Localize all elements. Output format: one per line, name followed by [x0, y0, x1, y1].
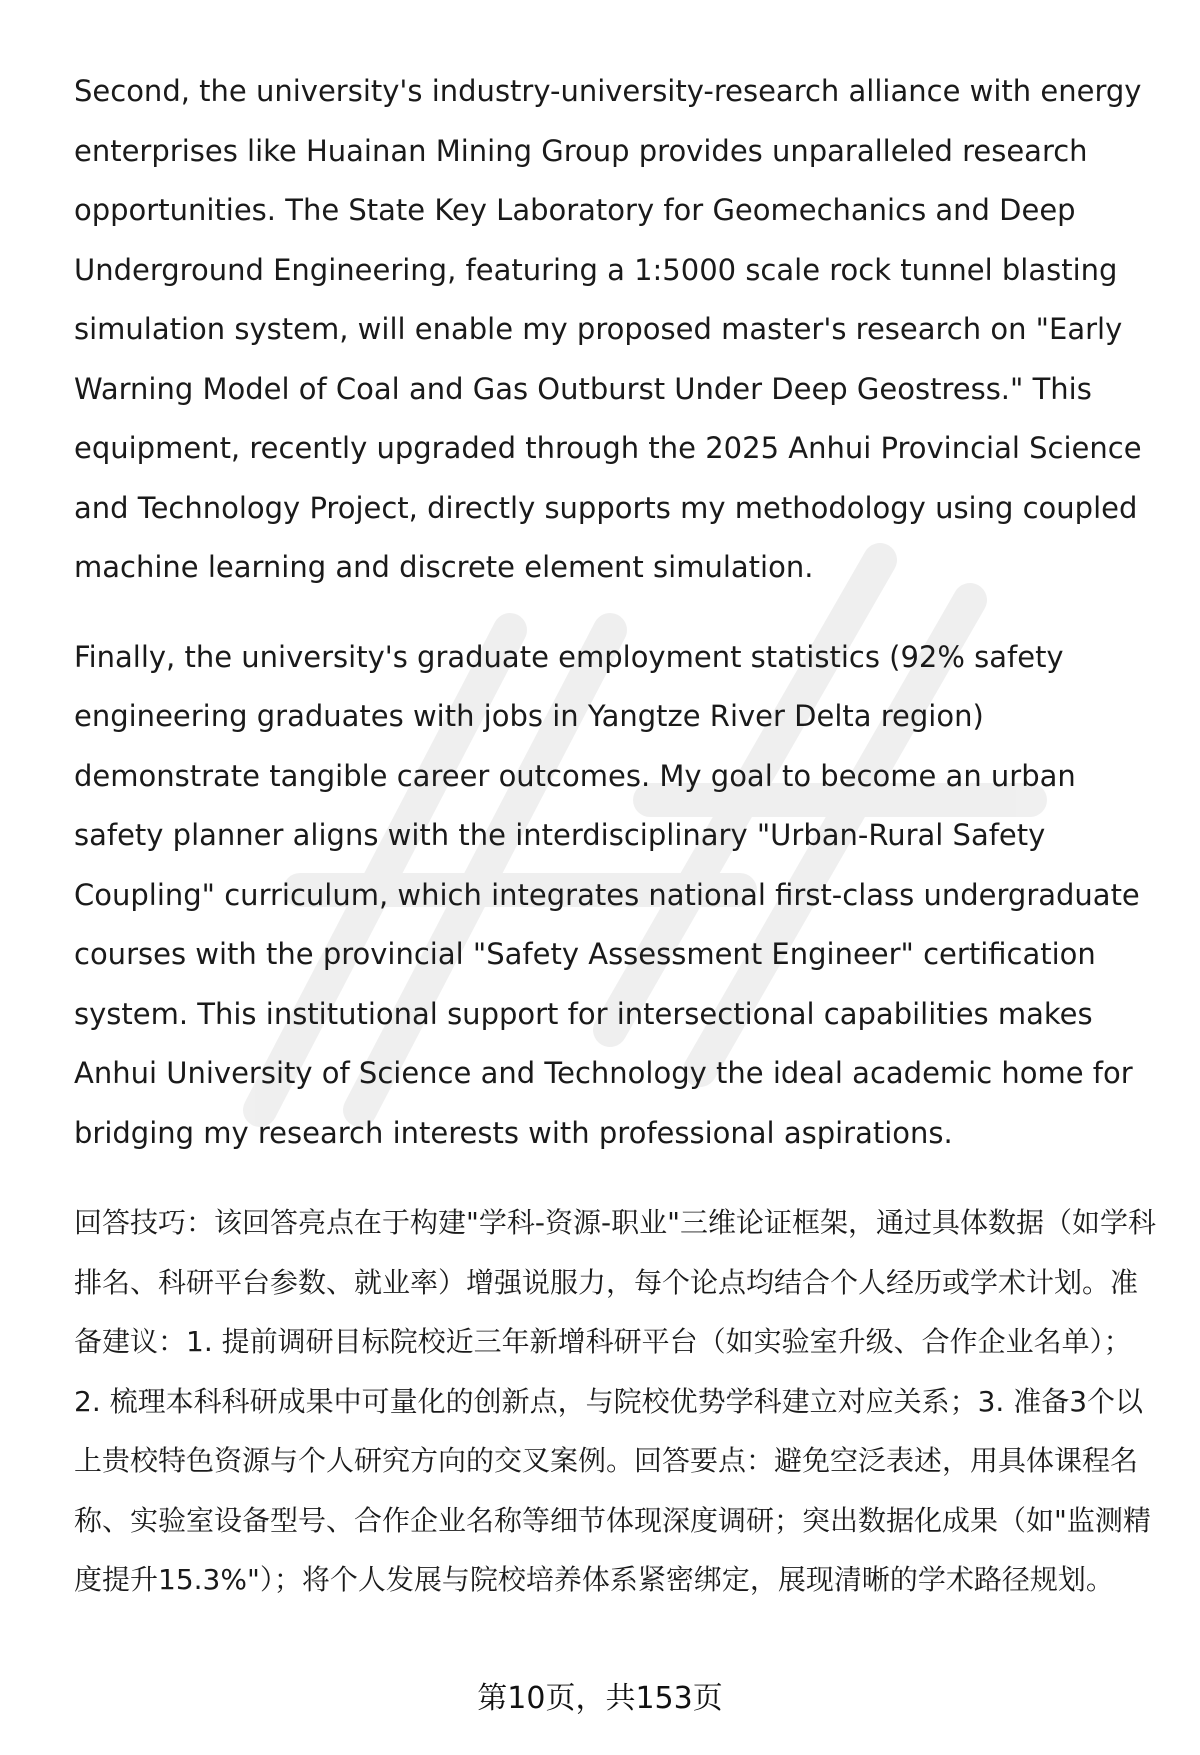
main-content — [74, 62, 1156, 1610]
page-number: 第10页，共153页 — [477, 1681, 723, 1716]
paragraph-second: Second, the university's industry-university-research alliance with energy enterprises like Huainan Mining Group provides unparalleled research opportunities. The State Key Laboratory for Geomechanics and Deep Underground Engineering, featuring a 1:5000 scale rock tunnel blasting simulation system, will enable my proposed master's research on "Early Warning Model of Coal and Gas Outburst Under Deep Geostress." This equipment, recently upgraded through the 2025 Anhui Provincial Science and Technology Project, directly supports my methodology using coupled machine learning and discrete element simulation. — [74, 74, 1142, 584]
paragraph-finally: Finally, the university's graduate employment statistics (92% safety engineering graduates with jobs in Yangtze River Delta region) demonstrate tangible career outcomes. My goal to become an urban safety planner aligns with the interdisciplinary "Urban-Rural Safety Coupling" curriculum, which integrates national first-class undergraduate courses with the provincial "Safety Assessment Engineer" certification system. This institutional support for intersectional capabilities makes Anhui University of Science and Technology the ideal academic home for bridging my research interests with professional aspirations. — [74, 639, 1140, 1150]
answer-tips: 回答技巧：该回答亮点在于构建"学科-资源-职业"三维论证框架，通过具体数据（如学科排名、科研平台参数、就业率）增强说服力，每个论点均结合个人经历或学术计划。准备建议：1. 提前调研目标院校近三年新增科研平台（如实验室升级、合作企业名单）；2. 梳理本科科研成果中可量化的创新点，与院校优势学科建立对应关系；3. 准备3个以上贵校特色资源与个人研究方向的交叉案例。回答要点：避免空泛表述，用具体课程名称、实验室设备型号、合作企业名称等细节体现深度调研；突出数据化成果（如"监测精度提升15.3%"）；将个人发展与院校培养体系紧密绑定，展现清晰的学术路径规划。 — [74, 1206, 1156, 1596]
